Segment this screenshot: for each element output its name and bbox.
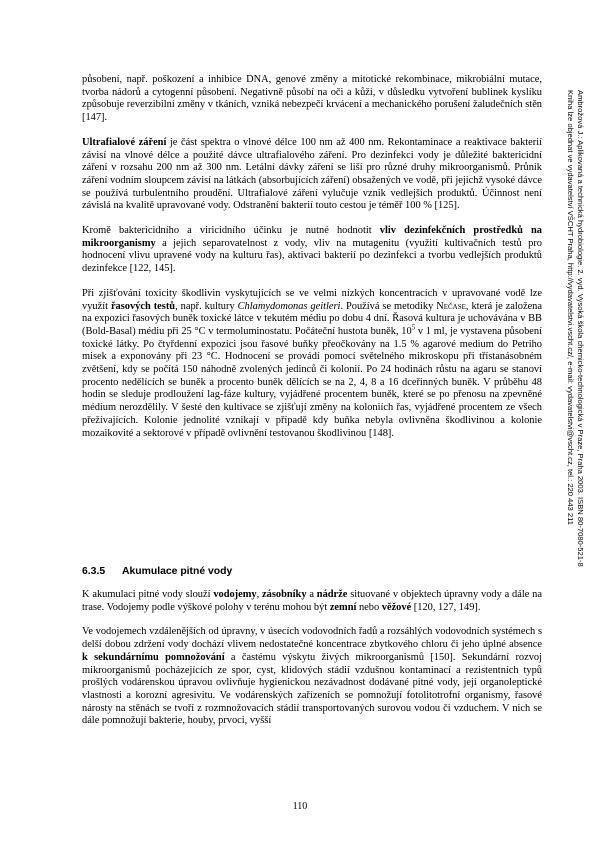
paragraph-uv bbox=[82, 137, 542, 213]
paragraph-1 bbox=[82, 74, 542, 125]
section-title: Akumulace pitné vody bbox=[122, 566, 233, 577]
text-run: K akumulaci pitné vody slouží bbox=[82, 589, 214, 600]
term-algal-tests: řasových testů bbox=[110, 300, 176, 312]
paragraph-text: Kromě baktericidního a viricidního účinku je nutné hodnotit bbox=[82, 225, 380, 237]
text-run: . Používá se metodiky bbox=[340, 300, 437, 312]
term-vezove: věžové bbox=[381, 601, 412, 613]
paragraph-text: je část spektra o vlnové délce 100 nm až 400 nm. Rekontaminace a reaktivace bakterií závisí na vlnové délce a použité dávce ultrafialového záření. Pro dezinfekci vody je důležité baktericidní záření v rozsahu 200 nm až 300 nm. Letální dávky záření se liší pro různé druhy mikroorganismů. Průnik záření vodním sloupcem závisí na látkách (absorbujících záření) obsažených ve vodě, při jejichž vysoké dávce se používá turbulentního proudění. Ultrafialové záření vylučuje vznik vedlejších produktů. Účinnost není závislá na kvalitě upravované vody. Odstranění bakterií touto cestou je téměř 100 % [125]. bbox=[82, 136, 542, 212]
section-heading bbox=[82, 566, 232, 577]
text-run: v 1 ml, je vystavena působení toxické látky. Po čtyřdenní expozici jsou řasové buňky přeočkovány na 1.5 % agarové medium do Petriho misek a exponovány při 23 °C. Hodnocení se provádí pomocí světelného mikroskopu při třístanásobném zvětšení, kdy se počítá 150 náhodně zvolených jedinců či kolonií. Po 24 hodinách růstu na agaru se stanoví procento nedělících se buněk a procento buněk dělících se na 2, 4, 8 a 16 dceřinných buněk. V průběhu 48 hodin se sleduje prodloužení lag-fáze kultury, vyjádřené procentem buněk, které se po přenosu na zpevněné médium nerozdělily. V šesté den kultivace se zjišťují změny na koloniích řas, vyjádřené procentem ze všech přežívajících. Kolonie jednolité vznikají v případě kdy buňka nebyla ovlivněna škodlivinou a kolonie mozaikovité a sektorové v případě ovlivnění testovanou škodlivinou [148]. bbox=[82, 325, 542, 439]
text-run: a bbox=[306, 589, 317, 600]
paragraph-algal-tests bbox=[82, 288, 542, 440]
text-run: nebo bbox=[356, 601, 382, 613]
text-run: Ve vodojemech vzdálenějších od úpravny, v úsecích vodovodních řadů a rozsáhlých vodovodních systémech s delší dobou zdržení vody dochází vlivem nedostatečné koncentrace zbytkového chloru či jeho úplné absence bbox=[82, 626, 542, 651]
side-note-text bbox=[565, 90, 585, 630]
text-run: , bbox=[256, 589, 263, 600]
paragraph-text: působení, např. poškození a inhibice DNA, genové změny a mitotické rekombinace, mikrobiální mutace, tvorba nádorů a cytogenní působení. Negativně působí na oči a kůži, v důsledku vytvoření bublinek kyslíku způsobuje reverzibilní změny v tkáních, vzniká nebezpečí krvácení a mechanického porušení žaludečních stěn [147]. bbox=[82, 74, 542, 124]
side-note-line-2: Kniha lze objednat ve vydavatelství VŠCHT Praha, http://vydavatelstvi.vscht.cz/, e-mail: vydavatelstvi@vscht.cz, tel.: 220 443 211 bbox=[566, 90, 575, 525]
text-run: a častému výskytu živých mikroorganismů [150]. Sekundární rozvoj mikroorganismů pocházejících ze spor, cyst, klidových stádií vzdušnou kontaminací a rezistentních typů prošlých vodárenskou úpravou ovlivňuje hygienickou nezávadnost dodávané pitné vody, její organoleptické vlastnosti a korozní agresivitu. Ve vodárenských zařízeních se pomnožují fotolitotrofní organismy, řasové nárosty na stěnách se tvoří z rozmnožovacích stádií transportovaných surovou vodou či vzduchem. V nich se dále pomnožují bakterie, houby, prvoci, vyšší bbox=[82, 651, 542, 727]
term-vodojemy: vodojemy bbox=[213, 589, 257, 600]
paragraph-disinfection bbox=[82, 225, 542, 276]
paragraph-accumulation bbox=[82, 589, 542, 614]
text-run: [120, 127, 149]. bbox=[411, 601, 481, 613]
page-number: 110 bbox=[292, 801, 308, 812]
species-name: Chlamydomonas geitleri bbox=[237, 300, 341, 312]
superscript: 5 bbox=[411, 323, 416, 332]
text-run: Při zjišťování toxicity škodlivin vyskytujících se ve velmi nízkých koncentracích v upravované vodě lze využít bbox=[82, 287, 542, 312]
term-secondary-growth: k sekundárnímu pomnožování bbox=[82, 651, 225, 663]
author-name: Nečase bbox=[436, 300, 466, 312]
paragraph-text: a jejich separovatelnost z vody, vliv na mutagenitu (využití kultivačních testů pro hodnocení vlivu upravené vody na kulturu řas), aktivaci bakterií po dezinfekci a tvorbu vedlejších produktů dezinfekce [122, 145]. bbox=[82, 237, 542, 275]
text-run: , která je založena na expozici řasových buněk toxické látce v tekutém médiu po dobu 4 dní. Řasová kultura je uchovávána v BB (Bold-Basal) médiu při 25 °C v termoluminostatu. Počáteční hustota buněk, 10 bbox=[82, 300, 542, 337]
text-run: situované v objektech úpravny vody a dále na trase. Vodojemy podle výškové polohy v terénu mohou být bbox=[82, 589, 542, 613]
paragraph-secondary-growth bbox=[82, 626, 542, 728]
text-column-top bbox=[82, 74, 542, 452]
term-uv: Ultrafialové záření bbox=[82, 136, 167, 148]
text-run: , např. kultury bbox=[175, 300, 238, 312]
term-zemni: zemní bbox=[329, 601, 357, 613]
side-note bbox=[561, 90, 585, 630]
term-disinfection-influence: vliv dezinfekčních prostředků na mikroorganismy bbox=[82, 225, 542, 249]
term-nadrze: nádrže bbox=[316, 589, 348, 600]
text-column-bottom bbox=[82, 589, 542, 740]
side-note-line-1: Ambrožová J.: Aplikovaná a technická hydrobiologie. 2. vyd. Vysoká škola chemicko-technologická v Praze, Praha 2003. ISBN 80-7080-521-8 bbox=[576, 90, 585, 567]
section-number: 6.3.5 bbox=[82, 566, 106, 577]
term-zasobniky: zásobníky bbox=[262, 589, 307, 600]
